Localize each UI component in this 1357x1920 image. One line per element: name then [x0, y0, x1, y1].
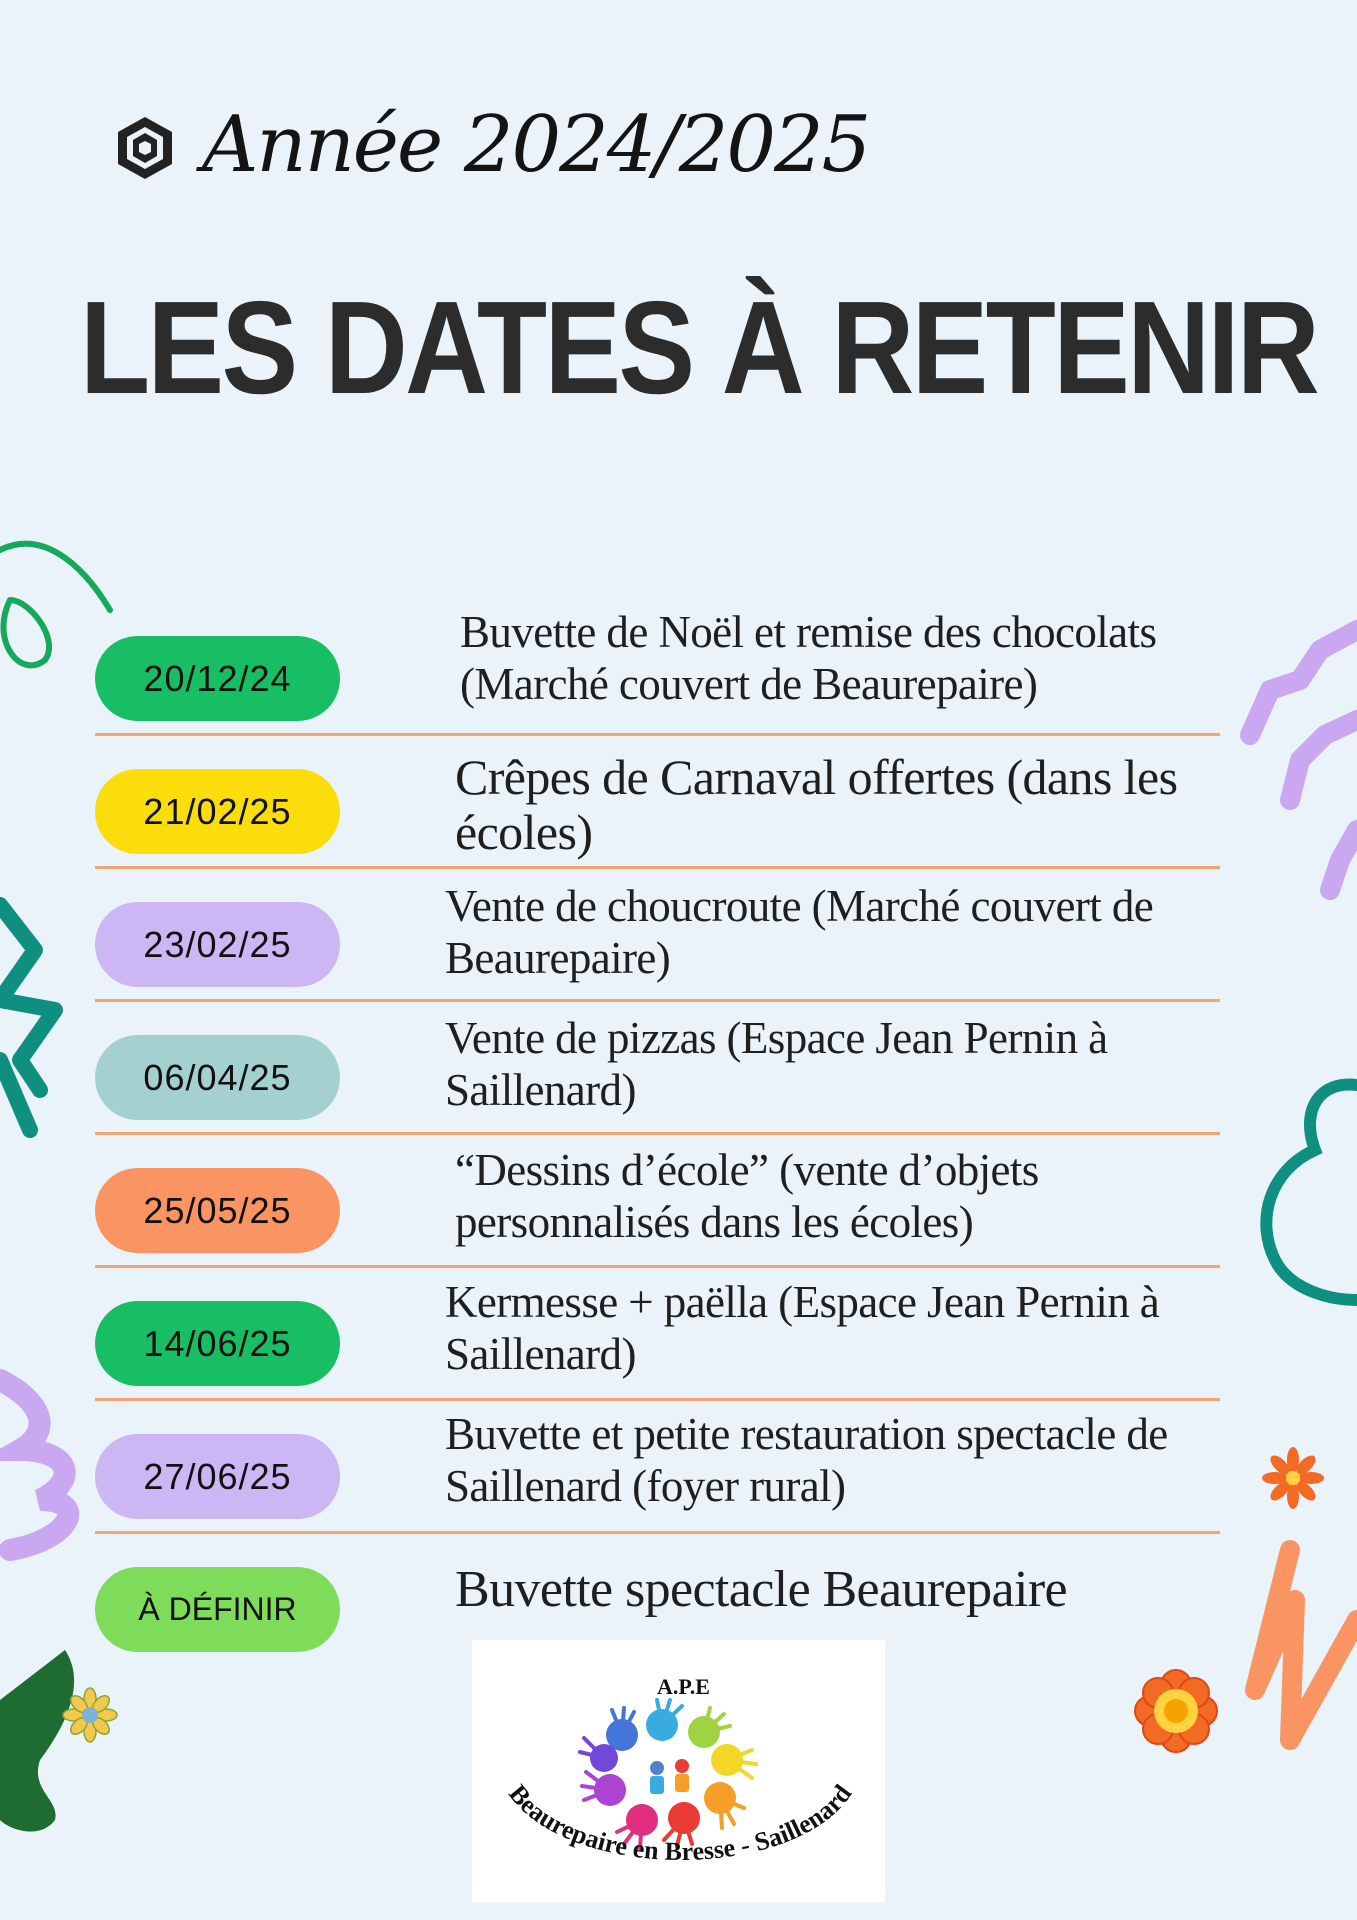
event-row — [95, 736, 1220, 869]
date-pill: 20/12/24 — [95, 636, 340, 721]
date-pill: 23/02/25 — [95, 902, 340, 987]
date-pill: 06/04/25 — [95, 1035, 340, 1120]
lilac-scribble-decoration — [0, 1380, 68, 1550]
layered-logo-icon — [115, 115, 175, 181]
orange-zigzag-decoration — [1255, 1550, 1357, 1740]
event-description: Crêpes de Carnaval offertes (dans les écoles) — [455, 749, 1178, 860]
page-title: LES DATES À RETENIR — [80, 274, 1318, 421]
teal-loop-decoration — [1266, 1084, 1357, 1300]
event-row — [95, 1268, 1220, 1401]
green-scribble-decoration — [0, 544, 110, 666]
event-description: “Dessins d’école” (vente d’objets personnalisés dans les écoles) — [455, 1145, 1039, 1247]
event-row — [95, 1002, 1220, 1135]
event-description: Vente de choucroute (Marché couvert de Beaurepaire) — [445, 881, 1154, 983]
date-pill: À DÉFINIR — [95, 1567, 340, 1652]
association-name-arc: Beaurepaire en Bresse - Saillenard — [503, 1779, 858, 1867]
date-pill: 27/06/25 — [95, 1434, 340, 1519]
association-acronym: A.P.E — [657, 1674, 710, 1699]
lilac-zigzag-decoration — [1250, 630, 1357, 890]
green-blob-decoration — [0, 1650, 74, 1832]
flower-icon — [1135, 1670, 1217, 1752]
event-description: Buvette et petite restauration spectacle de Saillenard (foyer rural) — [445, 1409, 1168, 1511]
flower-icon — [1262, 1447, 1324, 1509]
handprint-icons — [580, 1700, 756, 1848]
association-logo — [472, 1640, 885, 1902]
event-row — [95, 1401, 1220, 1534]
event-row — [95, 603, 1220, 736]
school-year-label: Année 2024/2025 — [202, 100, 870, 190]
date-pill: 14/06/25 — [95, 1301, 340, 1386]
event-row — [95, 869, 1220, 1002]
event-row — [95, 1135, 1220, 1268]
date-pill: 25/05/25 — [95, 1168, 340, 1253]
event-description: Buvette spectacle Beaurepaire — [455, 1561, 1068, 1618]
event-description: Kermesse + paëlla (Espace Jean Pernin à Saillenard) — [445, 1277, 1160, 1379]
teal-zigzag-decoration — [0, 905, 55, 1130]
event-description: Buvette de Noël et remise des chocolats (Marché couvert de Beaurepaire) — [460, 607, 1157, 709]
date-pill: 21/02/25 — [95, 769, 340, 854]
event-description: Vente de pizzas (Espace Jean Pernin à Saillenard) — [445, 1013, 1108, 1115]
